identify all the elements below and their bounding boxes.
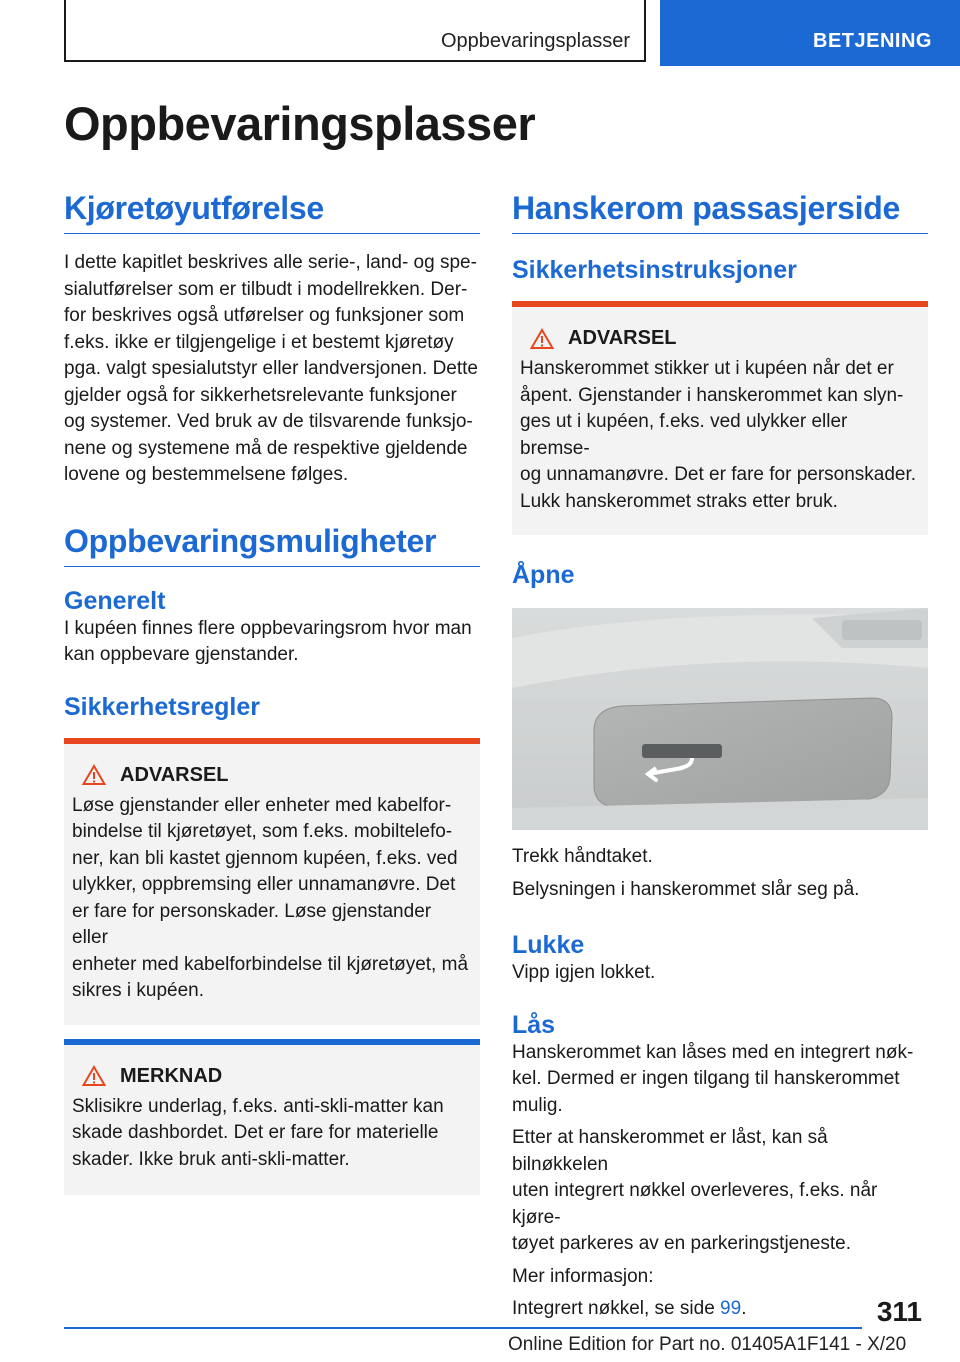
heading-general: Generelt — [64, 586, 166, 615]
text-line: Hanskerommet kan låses med en integrert nøk- — [512, 1041, 914, 1063]
lock-text-2 — [512, 1125, 928, 1258]
text-line: og systemer. Ved bruk av de tilsvarende funksjo- — [64, 411, 473, 432]
text-line: I dette kapitlet beskrives alle serie-, land- og spe- — [64, 252, 477, 273]
text-line: skade dashbordet. Det er fare for materielle — [72, 1122, 439, 1143]
heading-safety-instructions: Sikkerhetsinstruksjoner — [512, 256, 797, 284]
warning-header — [520, 327, 920, 350]
page-number: 311 — [876, 1296, 922, 1327]
text-line: pga. valgt spesialutstyr eller landversjonen. Dette — [64, 358, 479, 379]
text-line: og unnamanøvre. Det er fare for personskader. — [520, 464, 917, 485]
reference-suffix: . — [741, 1298, 747, 1319]
text-line: for beskrives også utførelser og funksjoner som — [64, 305, 465, 326]
warning-text — [520, 356, 920, 515]
text-line: enheter med kabelforbindelse til kjøretøyet, må — [72, 953, 469, 975]
text-line: sialutførelser som er tilbudt i modellrekken. Der- — [64, 278, 468, 300]
general-text — [64, 616, 480, 669]
warning-box — [64, 738, 480, 1025]
open-text-2: Belysningen i hanskerommet slår seg på. — [512, 878, 860, 900]
left-column — [64, 190, 480, 1195]
heading-open: Åpne — [512, 561, 575, 589]
open-text-1: Trekk håndtaket. — [512, 846, 653, 867]
heading-storage-options: Oppbevaringsmuligheter — [64, 523, 480, 567]
text-line: I kupéen finnes flere oppbevaringsrom hvor man — [64, 617, 472, 639]
text-line: bindelse til kjøretøyet, som f.eks. mobiltelefo- — [72, 821, 453, 842]
warning-triangle-icon — [82, 764, 106, 786]
text-line: sikres i kupéen. — [72, 980, 205, 1001]
text-line: nene og systemene må de respektive gjeldende — [64, 437, 468, 459]
header-section-title: Oppbevaringsplasser — [441, 30, 630, 52]
text-line: ges ut i kupéen, f.eks. ved ulykker eller bremse- — [520, 411, 848, 459]
close-text: Vipp igjen lokket. — [512, 962, 656, 983]
notice-box — [64, 1039, 480, 1196]
page-link[interactable]: 99 — [720, 1298, 742, 1319]
header-section-box — [64, 0, 646, 62]
right-column — [512, 190, 928, 1323]
text-line: kan oppbevare gjenstander. — [64, 644, 299, 665]
cross-reference — [512, 1296, 928, 1323]
text-line: Lukk hanskerommet straks etter bruk. — [520, 490, 838, 512]
page-title: Oppbevaringsplasser — [64, 97, 536, 150]
notice-text — [72, 1094, 472, 1174]
header-chapter-label: BETJENING — [813, 30, 932, 52]
heading-safety-rules: Sikkerhetsregler — [64, 692, 260, 721]
text-line: Sklisikre underlag, f.eks. anti-skli-matter kan — [72, 1095, 444, 1117]
header-chapter-tab[interactable] — [660, 0, 960, 66]
footer-divider — [64, 1327, 862, 1329]
text-line: skader. Ikke bruk anti-skli-matter. — [72, 1148, 350, 1170]
text-line: uten integrert nøkkel overleveres, f.eks. når kjøre- — [512, 1180, 878, 1228]
notice-header — [72, 1065, 472, 1088]
text-line: ulykker, oppbremsing eller unnamanøvre. Det — [72, 874, 456, 895]
text-line: Hanskerommet stikker ut i kupéen når det er — [520, 358, 894, 379]
text-line: åpent. Gjenstander i hanskerommet kan slyn- — [520, 384, 904, 406]
heading-close: Lukke — [512, 931, 585, 959]
text-line: gjelder også for sikkerhetsrelevante funksjoner — [64, 384, 457, 406]
warning-box — [512, 301, 928, 535]
text-line: Løse gjenstander eller enheter med kabelfor- — [72, 794, 452, 816]
text-line: ner, kan bli kastet gjennom kupéen, f.eks. ved — [72, 847, 458, 869]
text-line: er fare for personskader. Løse gjenstander eller — [72, 900, 432, 948]
reference-text: Integrert nøkkel, se side — [512, 1298, 721, 1319]
heading-glovebox: Hanskerom passasjerside — [512, 190, 928, 234]
warning-label: ADVARSEL — [120, 763, 229, 786]
warning-header — [72, 764, 472, 787]
heading-lock: Lås — [512, 1010, 556, 1039]
warning-triangle-icon — [530, 328, 554, 350]
text-line: Etter at hanskerommet er låst, kan så bilnøkkelen — [512, 1127, 828, 1175]
text-line: tøyet parkeres av en parkeringstjeneste. — [512, 1233, 852, 1254]
vehicle-equipment-text — [64, 250, 480, 489]
lock-text-1 — [512, 1040, 928, 1120]
warning-label: ADVARSEL — [568, 327, 677, 349]
text-line: f.eks. ikke er tilgjengelige i et bestemt kjøretøy — [64, 331, 454, 353]
text-line: mulig. — [512, 1094, 563, 1116]
footer-edition: Online Edition for Part no. 01405A1F141 - X/20 — [508, 1334, 907, 1355]
glovebox-photo — [512, 608, 928, 830]
warning-text — [72, 793, 472, 1005]
heading-vehicle-equipment: Kjøretøyutførelse — [64, 190, 480, 234]
notice-label: MERKNAD — [120, 1064, 223, 1087]
warning-triangle-icon — [82, 1065, 106, 1087]
text-line: kel. Dermed er ingen tilgang til hanskerommet — [512, 1068, 900, 1089]
text-line: lovene og bestemmelsene følges. — [64, 464, 349, 485]
page-header — [0, 0, 960, 66]
more-info-label: Mer informasjon: — [512, 1265, 654, 1287]
